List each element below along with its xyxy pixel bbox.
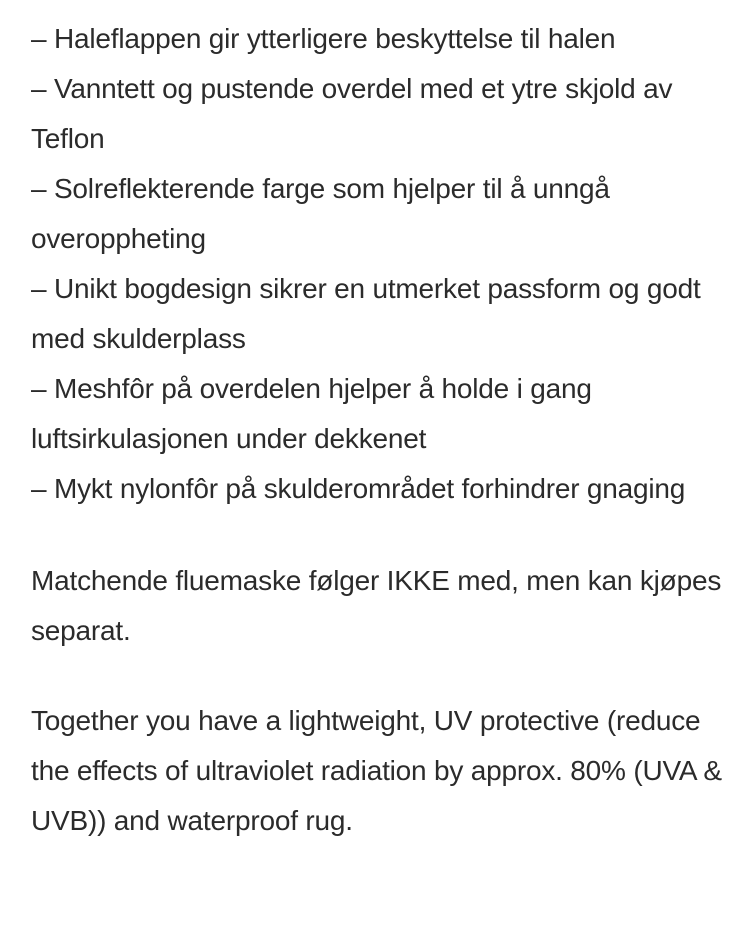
feature-tail-flap: – Haleflappen gir ytterligere beskyttelse til halen [31, 23, 616, 54]
feature-list [31, 14, 731, 514]
english-summary: Together you have a lightweight, UV protective (reduce the effects of ultraviolet radiation by approx. 80% (UVA & UVB)) and waterproof rug. [31, 705, 722, 836]
feature-sun-reflecting: – Solreflekterende farge som hjelper til å unngå overoppheting [31, 173, 610, 254]
fly-mask-note: Matchende fluemaske følger IKKE med, men kan kjøpes separat. [31, 565, 722, 646]
product-description [31, 14, 731, 846]
feature-nylon-lining: – Mykt nylonfôr på skulderområdet forhindrer gnaging [31, 473, 686, 504]
feature-waterproof-top: – Vanntett og pustende overdel med et ytre skjold av Teflon [31, 73, 673, 154]
feature-mesh-lining: – Meshfôr på overdelen hjelper å holde i gang luftsirkulasjonen under dekkenet [31, 373, 592, 454]
feature-shoulder-design: – Unikt bogdesign sikrer en utmerket passform og godt med skulderplass [31, 273, 701, 354]
